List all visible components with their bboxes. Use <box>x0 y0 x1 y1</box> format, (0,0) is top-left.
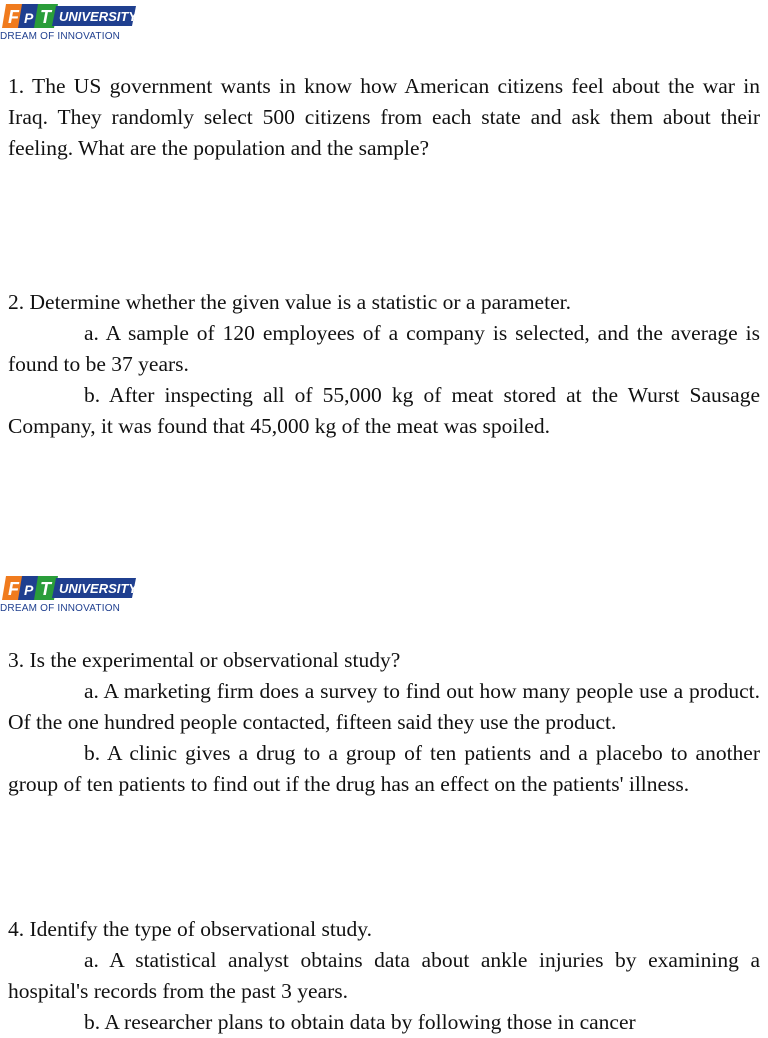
logo-tagline: DREAM OF INNOVATION <box>0 31 121 42</box>
fpt-logo-mark <box>0 0 140 32</box>
question-3-text: 3. Is the experimental or observational study? <box>8 648 401 672</box>
fpt-university-logo-2 <box>0 572 140 616</box>
logo-letter-t: T <box>40 7 51 27</box>
fpt-logo-mark <box>0 572 140 604</box>
logo-university-word: UNIVERSITY <box>59 581 138 596</box>
logo-letter-f: F <box>8 579 19 599</box>
question-2 <box>8 287 760 442</box>
question-4-part-b: b. A researcher plans to obtain data by following those in cancer <box>84 1010 636 1034</box>
question-3-part-a: a. A marketing firm does a survey to find out how many people use a product. Of the one hundred people contacted, fifteen said they use the product. <box>8 679 760 734</box>
logo-letter-p: P <box>24 582 34 598</box>
logo-letter-t: T <box>40 579 51 599</box>
question-4-text: 4. Identify the type of observational study. <box>8 917 373 941</box>
question-3 <box>8 645 760 800</box>
question-3-part-b: b. A clinic gives a drug to a group of ten patients and a placebo to another group of ten patients to find out if the drug has an effect on the patients' illness. <box>8 741 760 796</box>
question-4-part-a: a. A statistical analyst obtains data about ankle injuries by examining a hospital's records from the past 3 years. <box>8 948 760 1003</box>
logo-tagline: DREAM OF INNOVATION <box>0 603 121 614</box>
question-2-part-a: a. A sample of 120 employees of a company is selected, and the average is found to be 37 years. <box>8 321 760 376</box>
question-2-text: 2. Determine whether the given value is a statistic or a parameter. <box>8 290 571 314</box>
logo-university-word: UNIVERSITY <box>59 9 138 24</box>
question-4 <box>8 914 760 1038</box>
question-2-part-b: b. After inspecting all of 55,000 kg of meat stored at the Wurst Sausage Company, it was found that 45,000 kg of the meat was spoiled. <box>8 383 760 438</box>
question-1-text: 1. The US government wants in know how American citizens feel about the war in Iraq. They randomly select 500 citizens from each state and ask them about their feeling. What are the population and the sample? <box>8 74 760 160</box>
question-1 <box>8 71 760 164</box>
fpt-university-logo <box>0 0 140 44</box>
logo-letter-f: F <box>8 7 19 27</box>
logo-letter-p: P <box>24 10 34 26</box>
